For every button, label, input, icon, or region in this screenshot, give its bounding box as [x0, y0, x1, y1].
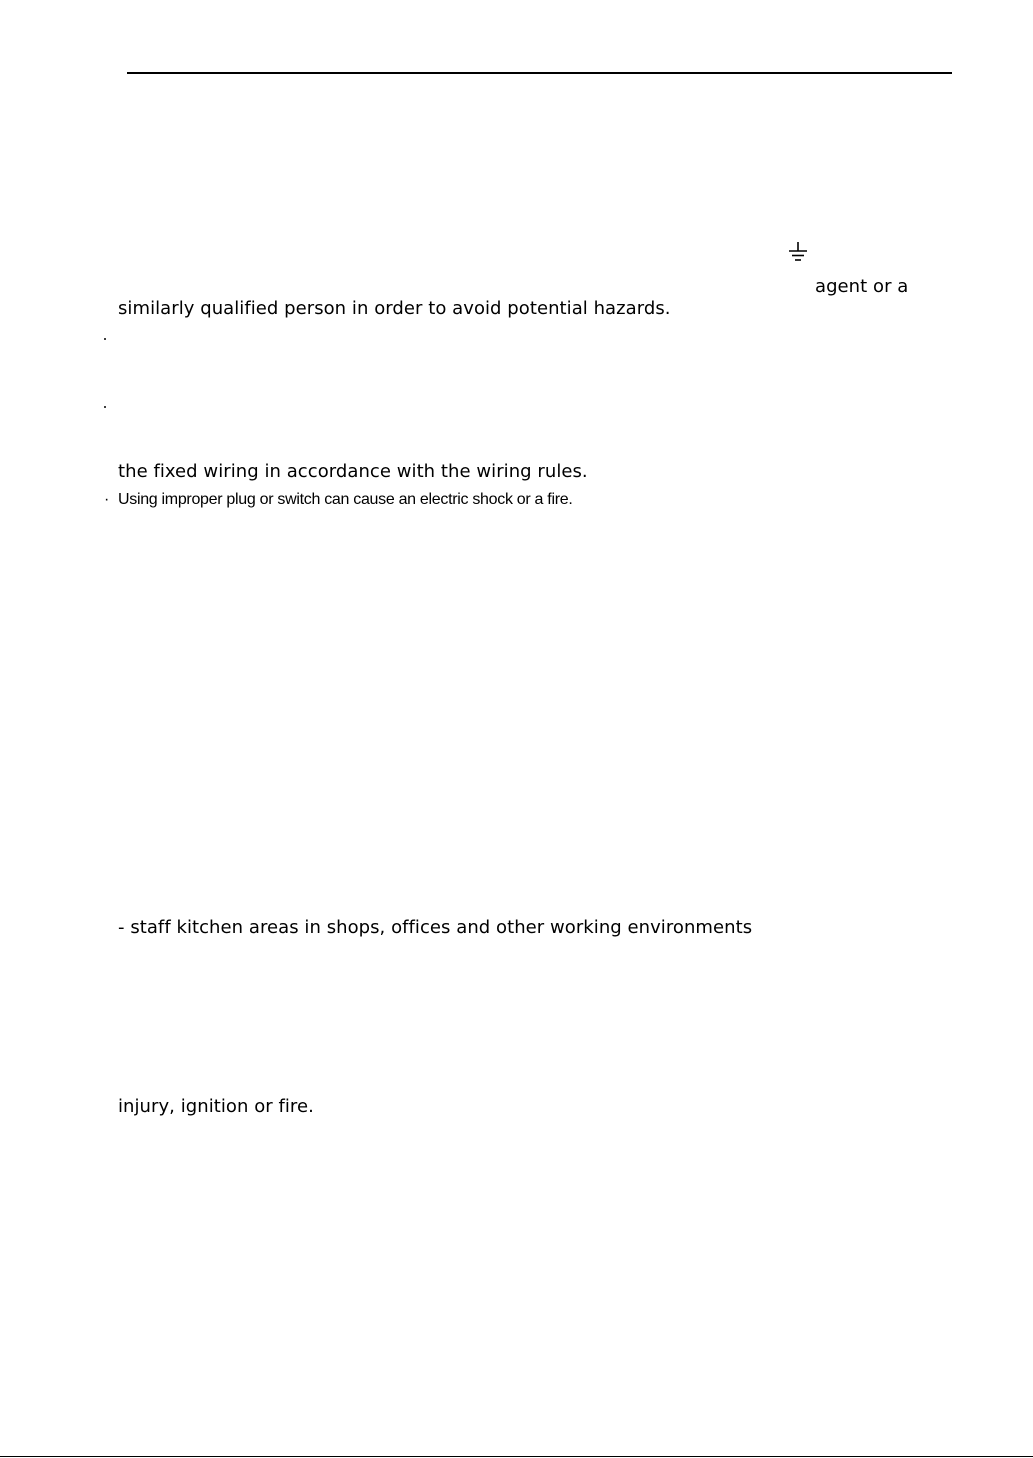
ground-symbol-icon	[787, 240, 809, 264]
similarly-qualified-text: similarly qualified person in order to avoid potential hazards.	[118, 298, 671, 319]
fixed-wiring-text: the fixed wiring in accordance with the wiring rules.	[118, 461, 588, 482]
bullet-dot	[104, 338, 106, 340]
header-rule	[127, 72, 952, 74]
agent-text: agent or a	[815, 276, 909, 297]
bullet-dot	[104, 406, 106, 408]
improper-plug-text: Using improper plug or switch can cause an electric shock or a fire.	[118, 491, 573, 508]
bullet-symbol: ·	[104, 491, 110, 508]
footer-rule	[0, 1456, 1033, 1457]
injury-text: injury, ignition or fire.	[118, 1096, 314, 1117]
staff-kitchen-text: - staff kitchen areas in shops, offices and other working environments	[118, 917, 753, 938]
